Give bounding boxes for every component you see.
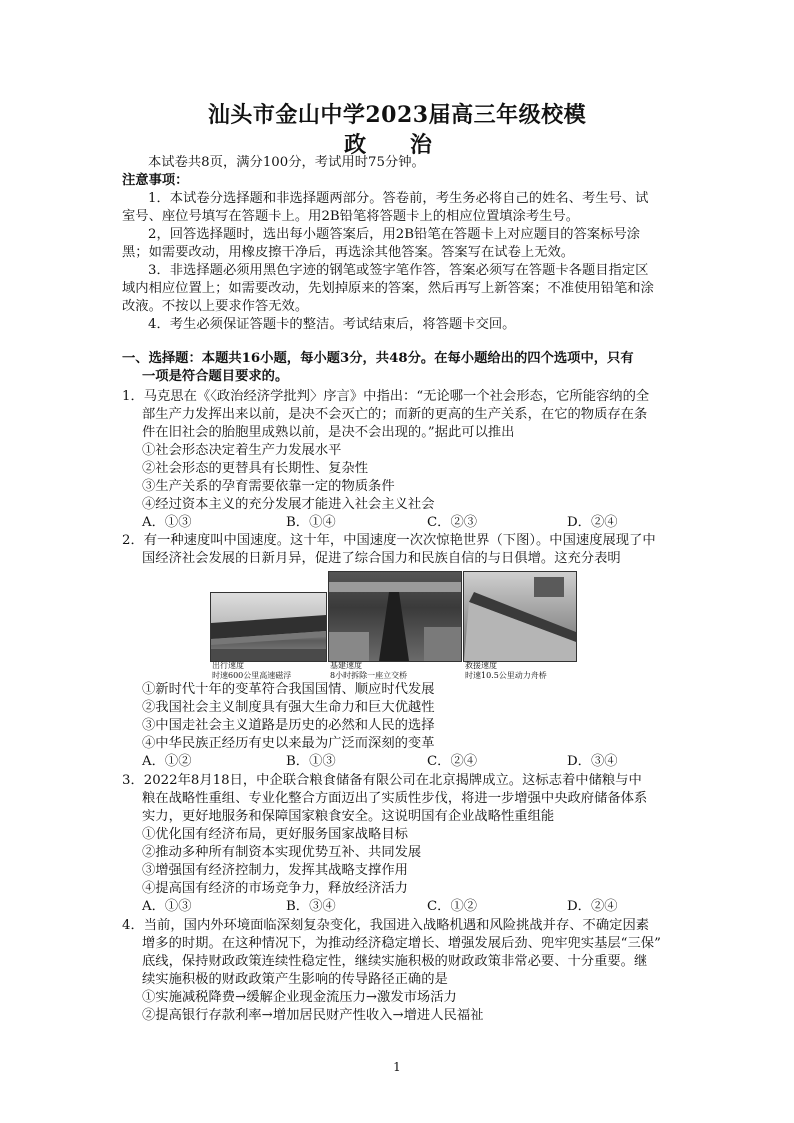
question-1-item: ③生产关系的孕育需要依靠一定的物质条件 [142,479,395,494]
question-2-item: ②我国社会主义制度具有强大生命力和巨大优越性 [142,700,435,715]
maglev-train-image [211,593,326,661]
question-4-item: ②提高银行存款利率→增加居民财产性收入→增进人民福祉 [142,1008,484,1023]
option-a[interactable]: A．①② [142,754,192,769]
exam-title: 汕头市金山中学2023届高三年级校模 [207,102,587,128]
option-a[interactable]: A．①③ [142,899,192,914]
option-d[interactable]: D．③④ [567,754,618,769]
page-number: 1 [393,1060,401,1074]
pontoon-bridge-image [464,572,576,661]
notice-line: 改液。不按以上要求作答无效。 [122,299,309,314]
notice-heading: 注意事项： [122,173,189,188]
option-d[interactable]: D．②④ [567,515,618,530]
question-4-item: ①实施减税降费→缓解企业现金流压力→激发市场活力 [142,990,457,1005]
notice-line: 2，回答选择题时，选出每小题答案后，用2B铅笔在答题卡上对应题目的答案标号涂 [148,227,641,242]
question-2-item: ④中华民族正经历有史以来最为广泛而深刻的变革 [142,736,435,751]
section-heading: 一、选择题：本题共16小题，每小题3分，共48分。在每小题给出的四个选项中，只有 [122,351,634,366]
bridge-demolition-photo [328,571,462,662]
question-1-item: ④经过资本主义的充分发展才能进入社会主义社会 [142,497,435,512]
option-d[interactable]: D．②④ [567,899,618,914]
question-2-stem: 国经济社会发展的日新月异，促进了综合国力和民族自信的与日俱增。这充分表明 [142,551,621,566]
subject-title: 政 治 [344,132,450,158]
question-3-item: ④提高国有经济的市场竞争力，释放经济活力 [142,881,408,896]
question-1-item: ①社会形态决定着生产力发展水平 [142,443,342,458]
photo-caption-title: 出行速度 [212,661,244,670]
option-b[interactable]: B．③④ [286,899,336,914]
notice-line: 3．非选择题必须用黑色字迹的钢笔或签字笔作答，答案必须写在答题卡各题目指定区 [148,263,649,278]
photo-caption-title: 救援速度 [465,661,497,670]
question-1-stem: 件在旧社会的胎胞里成熟以前，是决不会出现的。”据此可以推出 [142,425,515,440]
question-1-item: ②社会形态的更替具有长期性、复杂性 [142,461,369,476]
question-2-item: ①新时代十年的变革符合我国国情、顺应时代发展 [142,682,435,697]
question-4-stem: 增多的时期。在这种情况下，为推动经济稳定增长、增强发展后劲、兜牢兜实基层“三保” [142,936,661,951]
question-1-stem: 部生产力发挥出来以前，是决不会灭亡的；而新的更高的生产关系，在它的物质存在条 [142,407,648,422]
notice-line: 黑；如需要改动，用橡皮擦干净后，再选涂其他答案。答案写在试卷上无效。 [122,245,575,260]
option-b[interactable]: B．①③ [286,754,336,769]
question-4-stem: 底线，保持财政政策连续性稳定性，继续实施积极的财政政策非常必要、十分重要。继 [142,954,648,969]
notice-line: 4．考生必须保证答题卡的整洁。考试结束后，将答题卡交回。 [148,317,516,332]
option-a[interactable]: A．①③ [142,515,192,530]
photo-caption-desc: 时速600公里高速磁浮 [212,671,292,680]
pontoon-bridge-photo [463,571,577,662]
option-b[interactable]: B．①④ [286,515,336,530]
maglev-train-photo [210,592,327,662]
question-1-stem: 1．马克思在《〈政治经济学批判〉序言》中指出：“无论哪一个社会形态，它所能容纳的全 [122,389,650,404]
photo-caption-title: 基建速度 [330,661,362,670]
section-heading: 一项是符合题目要求的。 [142,369,289,384]
question-3-stem: 粮在战略性重组、专业化整合方面迈出了实质性步伐，将进一步增强中央政府储备体系 [142,791,648,806]
notice-line: 1．本试卷分选择题和非选择题两部分。答卷前，考生务必将自己的姓名、考生号、试 [148,191,649,206]
question-3-item: ①优化国有经济布局，更好服务国家战略目标 [142,827,408,842]
question-3-stem: 3．2022年8月18日，中企联合粮食储备有限公司在北京揭牌成立。这标志着中储粮与中 [122,773,642,788]
intro-line: 本试卷共8页，满分100分，考试用时75分钟。 [148,155,425,170]
question-3-stem: 实力，更好地服务和保障国家粮食安全。这说明国有企业战略性重组能 [142,809,555,824]
question-2-item: ③中国走社会主义道路是历史的必然和人民的选择 [142,718,435,733]
question-4-stem: 续实施积极的财政政策产生影响的传导路径正确的是 [142,972,448,987]
bridge-demolition-image [329,572,461,661]
option-c[interactable]: C．①② [427,899,478,914]
question-3-item: ②推动多种所有制资本实现优势互补、共同发展 [142,845,422,860]
question-4-stem: 4．当前，国内外环境面临深刻复杂变化，我国进入战略机遇和风险挑战并存、不确定因素 [122,918,650,933]
photo-caption-desc: 8小时拆除一座立交桥 [330,671,408,680]
notice-line: 室号、座位号填写在答题卡上。用2B铅笔将答题卡上的相应位置填涂考生号。 [122,209,580,224]
notice-line: 域内相应位置上；如需要改动，先划掉原来的答案，然后再写上新答案；不准使用铅笔和涂 [122,281,654,296]
photo-caption-desc: 时速10.5公里动力舟桥 [465,671,547,680]
question-3-item: ③增强国有经济控制力，发挥其战略支撑作用 [142,863,408,878]
option-c[interactable]: C．②③ [427,515,478,530]
question-2-stem: 2．有一种速度叫中国速度。这十年，中国速度一次次惊艳世界（下图）。中国速度展现了中 [122,533,656,548]
option-c[interactable]: C．②④ [427,754,478,769]
